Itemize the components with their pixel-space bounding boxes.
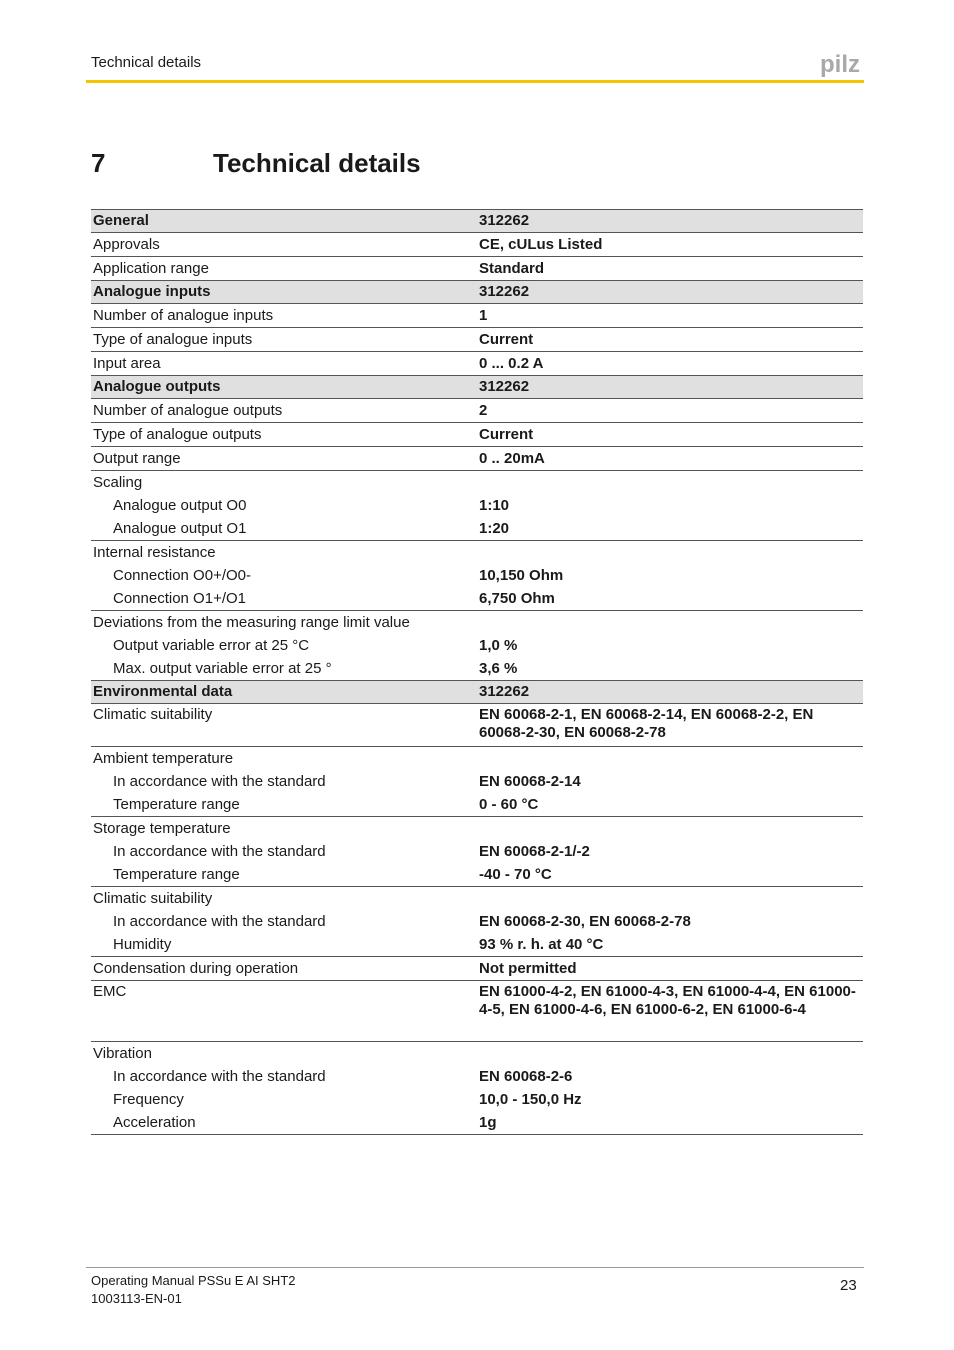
row-label: Condensation during operation [91,957,477,981]
row-label: Environmental data [91,681,477,704]
row-label: Number of analogue outputs [91,399,477,423]
row-value: 10,0 - 150,0 Hz [479,1090,582,1108]
row-value: EN 60068-2-6 [479,1067,573,1085]
row-value: 1,0 % [479,636,518,654]
row-value: 0 .. 20mA [477,447,863,471]
row-label: Acceleration [91,1111,477,1135]
row-value: EN 61000-4-2, EN 61000-4-3, EN 61000-4-4, EN 61000-4-5, EN 61000-4-6, EN 61000-6-2, EN 61000-6-4 [477,981,863,1042]
table-row [91,657,863,681]
row-label: Type of analogue inputs [91,328,477,352]
row-value: EN 60068-2-30, EN 60068-2-78 [479,912,691,930]
technical-details-table [91,209,863,1135]
group-label: Ambient temperature [93,749,234,767]
row-label: General [91,210,477,233]
group-heading-row [91,887,863,911]
section-row-general [91,210,863,233]
group-label: Deviations from the measuring range limit value [93,613,410,631]
table-row [91,257,863,281]
table-row [91,704,863,747]
table-row [91,793,863,817]
table-row [91,423,863,447]
row-value: Current [477,423,863,447]
table-row [91,587,863,611]
row-value: EN 60068-2-1, EN 60068-2-14, EN 60068-2-2, EN 60068-2-30, EN 60068-2-78 [477,704,863,747]
row-value: 3,6 % [479,659,518,677]
group-label: Scaling [93,473,143,491]
group-label: Vibration [93,1044,152,1062]
row-value: 2 [477,399,863,423]
chapter-title: Technical details [213,148,421,178]
row-label: Approvals [91,233,477,257]
row-label: Frequency [113,1090,184,1108]
table-row [91,933,863,957]
row-value: EN 60068-2-14 [479,772,581,790]
table-row [91,447,863,471]
table-row [91,770,863,793]
row-label: Analogue output O0 [113,496,247,514]
row-value: 1 [477,304,863,328]
table-row [91,233,863,257]
group-heading-row [91,471,863,495]
row-value: 0 ... 0.2 A [477,352,863,376]
table-row [91,399,863,423]
table-row [91,304,863,328]
row-label: Application range [91,257,477,281]
row-label: Max. output variable error at 25 ° [113,659,332,677]
row-value: EN 60068-2-1/-2 [479,842,590,860]
row-value: 312262 [477,376,863,399]
row-label: Temperature range [91,863,477,887]
table-row [91,328,863,352]
row-value: -40 - 70 °C [477,863,863,887]
row-label: In accordance with the standard [113,842,326,860]
header-rule [86,80,864,83]
row-value: 312262 [477,681,863,704]
row-label: Temperature range [91,793,477,817]
row-label: Climatic suitability [91,704,477,747]
running-header: Technical details [91,54,202,71]
table-row [91,1111,863,1135]
footer-doc-number: 1003113-EN-01 [91,1291,182,1306]
row-label: Analogue inputs [91,281,477,304]
row-value: Current [477,328,863,352]
row-value: 10,150 Ohm [479,566,564,584]
table-row [91,494,863,517]
row-label: Output range [91,447,477,471]
group-heading-row [91,611,863,635]
row-value: 1:10 [479,496,510,514]
section-row-analogue-inputs [91,281,863,304]
footer-rule [86,1267,864,1268]
row-label: Connection O0+/O0- [113,566,251,584]
pilz-logo [820,50,864,78]
table-row [91,863,863,887]
page-number: 23 [840,1277,857,1294]
table-row [91,1065,863,1088]
row-label: Connection O1+/O1 [91,587,477,611]
table-row [91,634,863,657]
group-label: Internal resistance [93,543,216,561]
section-row-analogue-outputs [91,376,863,399]
table-row [91,517,863,541]
table-row [91,840,863,863]
table-row [91,564,863,587]
row-value: 312262 [477,281,863,304]
table-row [91,1088,863,1111]
table-row [91,910,863,933]
table-row [91,981,863,1042]
row-label: EMC [91,981,477,1042]
row-label: In accordance with the standard [113,1067,326,1085]
table-row [91,957,863,981]
row-value: Not permitted [477,957,863,981]
row-value: 1g [477,1111,863,1135]
row-label: Analogue output O1 [91,517,477,541]
row-value: 1:20 [477,517,863,541]
row-label: In accordance with the standard [113,772,326,790]
svg-text:pilz: pilz [820,51,860,78]
row-label: Analogue outputs [91,376,477,399]
row-label: In accordance with the standard [113,912,326,930]
row-label: Humidity [91,933,477,957]
row-label: Number of analogue inputs [91,304,477,328]
chapter-number: 7 [91,148,106,178]
group-heading-row [91,817,863,841]
group-heading-row [91,541,863,565]
row-value: 93 % r. h. at 40 °C [477,933,863,957]
row-value: 6,750 Ohm [477,587,863,611]
row-value: 0 - 60 °C [477,793,863,817]
group-label: Storage temperature [93,819,231,837]
row-value: CE, cULus Listed [477,233,863,257]
row-value: 312262 [477,210,863,233]
group-heading-row [91,1042,863,1066]
group-heading-row [91,747,863,771]
row-label: Input area [91,352,477,376]
group-label: Climatic suitability [93,889,213,907]
row-value: Standard [477,257,863,281]
row-label: Type of analogue outputs [91,423,477,447]
table-row [91,352,863,376]
row-label: Output variable error at 25 °C [113,636,310,654]
footer-manual-title: Operating Manual PSSu E AI SHT2 [91,1273,296,1288]
section-row-environmental [91,681,863,704]
